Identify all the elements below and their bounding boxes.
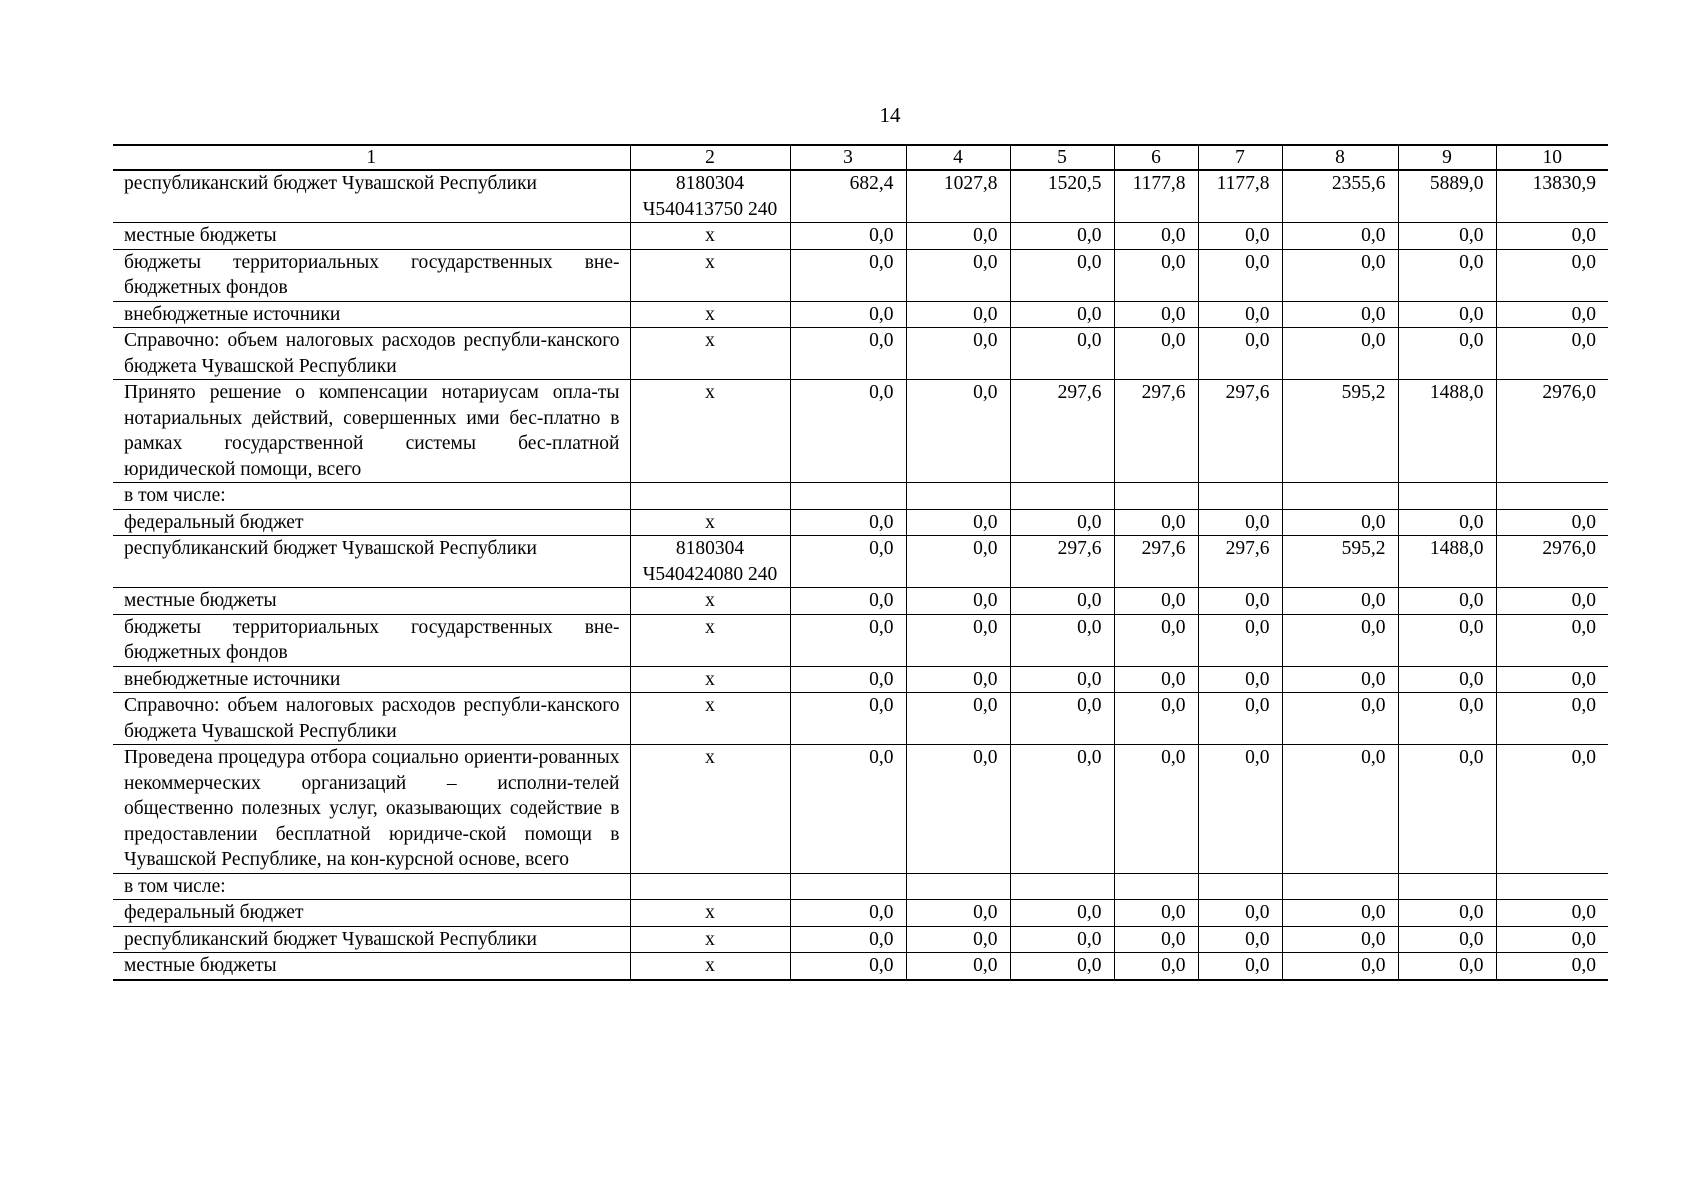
value-cell: 0,0 <box>1010 926 1114 953</box>
row-name-cell: республиканский бюджет Чувашской Республики <box>113 926 630 953</box>
table-row <box>113 926 1608 953</box>
value-cell <box>1398 873 1496 900</box>
value-cell: 0,0 <box>1114 693 1198 745</box>
row-code-cell: х <box>630 301 790 328</box>
value-cell: 0,0 <box>1114 900 1198 927</box>
value-cell: 0,0 <box>1282 328 1398 380</box>
table-row <box>113 614 1608 666</box>
value-cell: 1488,0 <box>1398 536 1496 588</box>
value-cell: 0,0 <box>1496 745 1608 874</box>
value-cell: 0,0 <box>1198 328 1282 380</box>
row-code-cell: х <box>630 666 790 693</box>
value-cell <box>1114 483 1198 510</box>
column-header: 9 <box>1398 145 1496 170</box>
value-cell: 0,0 <box>1198 953 1282 980</box>
value-cell: 0,0 <box>1398 249 1496 301</box>
value-cell: 0,0 <box>1496 693 1608 745</box>
table-row <box>113 536 1608 588</box>
column-header: 1 <box>113 145 630 170</box>
column-header: 6 <box>1114 145 1198 170</box>
value-cell: 0,0 <box>1496 900 1608 927</box>
value-cell: 0,0 <box>790 745 906 874</box>
row-code-cell: х <box>630 693 790 745</box>
value-cell: 0,0 <box>906 249 1010 301</box>
budget-table <box>113 144 1608 981</box>
value-cell: 0,0 <box>1398 953 1496 980</box>
value-cell: 0,0 <box>1198 223 1282 250</box>
value-cell: 0,0 <box>1198 926 1282 953</box>
value-cell: 0,0 <box>790 249 906 301</box>
value-cell: 0,0 <box>906 380 1010 483</box>
column-header: 4 <box>906 145 1010 170</box>
value-cell: 0,0 <box>1114 249 1198 301</box>
row-name-cell: бюджеты территориальных государственных вне-бюджетных фондов <box>113 249 630 301</box>
table-row <box>113 223 1608 250</box>
value-cell: 2976,0 <box>1496 536 1608 588</box>
value-cell: 5889,0 <box>1398 170 1496 223</box>
value-cell: 297,6 <box>1198 536 1282 588</box>
column-header: 10 <box>1496 145 1608 170</box>
value-cell: 0,0 <box>906 509 1010 536</box>
value-cell: 0,0 <box>790 301 906 328</box>
value-cell: 0,0 <box>1198 900 1282 927</box>
value-cell: 0,0 <box>790 900 906 927</box>
value-cell: 0,0 <box>790 223 906 250</box>
value-cell: 0,0 <box>1398 926 1496 953</box>
table-row <box>113 588 1608 615</box>
value-cell: 0,0 <box>1114 926 1198 953</box>
value-cell: 0,0 <box>1114 745 1198 874</box>
value-cell: 0,0 <box>1198 301 1282 328</box>
value-cell: 1177,8 <box>1198 170 1282 223</box>
row-name-cell: местные бюджеты <box>113 953 630 980</box>
value-cell: 0,0 <box>1114 328 1198 380</box>
value-cell: 0,0 <box>790 614 906 666</box>
row-code-cell: х <box>630 328 790 380</box>
value-cell <box>1114 873 1198 900</box>
table-row <box>113 380 1608 483</box>
row-name-cell: бюджеты территориальных государственных вне-бюджетных фондов <box>113 614 630 666</box>
value-cell: 0,0 <box>1398 588 1496 615</box>
value-cell: 13830,9 <box>1496 170 1608 223</box>
value-cell <box>1010 483 1114 510</box>
value-cell: 0,0 <box>1282 745 1398 874</box>
value-cell <box>1282 483 1398 510</box>
value-cell <box>906 873 1010 900</box>
value-cell: 297,6 <box>1114 380 1198 483</box>
value-cell: 0,0 <box>1496 588 1608 615</box>
value-cell <box>1496 483 1608 510</box>
value-cell: 0,0 <box>1496 249 1608 301</box>
row-code-cell <box>630 873 790 900</box>
value-cell <box>1010 873 1114 900</box>
row-code-cell: 8180304 Ч540413750 240 <box>630 170 790 223</box>
row-code-cell: х <box>630 614 790 666</box>
table-row <box>113 666 1608 693</box>
value-cell: 0,0 <box>906 588 1010 615</box>
value-cell <box>1282 873 1398 900</box>
value-cell: 0,0 <box>790 509 906 536</box>
value-cell: 1177,8 <box>1114 170 1198 223</box>
value-cell: 0,0 <box>906 223 1010 250</box>
row-code-cell: х <box>630 223 790 250</box>
value-cell: 0,0 <box>906 328 1010 380</box>
value-cell: 0,0 <box>1114 223 1198 250</box>
row-name-cell: Справочно: объем налоговых расходов республи-канского бюджета Чувашской Республики <box>113 328 630 380</box>
value-cell <box>1496 873 1608 900</box>
value-cell: 0,0 <box>1010 301 1114 328</box>
value-cell: 0,0 <box>1198 509 1282 536</box>
value-cell: 0,0 <box>1496 328 1608 380</box>
value-cell: 0,0 <box>1010 588 1114 615</box>
value-cell: 1027,8 <box>906 170 1010 223</box>
value-cell <box>1198 873 1282 900</box>
value-cell: 0,0 <box>1496 614 1608 666</box>
row-code-cell: х <box>630 588 790 615</box>
value-cell: 0,0 <box>1198 693 1282 745</box>
value-cell: 0,0 <box>790 380 906 483</box>
row-code-cell: 8180304 Ч540424080 240 <box>630 536 790 588</box>
value-cell: 0,0 <box>1398 745 1496 874</box>
value-cell: 0,0 <box>790 926 906 953</box>
value-cell: 2976,0 <box>1496 380 1608 483</box>
value-cell: 1520,5 <box>1010 170 1114 223</box>
row-name-cell: Принято решение о компенсации нотариусам опла-ты нотариальных действий, совершенных ими бес-платно в рамках государственной системы бес-платной юридической помощи, всего <box>113 380 630 483</box>
value-cell: 0,0 <box>1282 693 1398 745</box>
value-cell: 0,0 <box>906 693 1010 745</box>
row-code-cell: х <box>630 900 790 927</box>
value-cell: 682,4 <box>790 170 906 223</box>
value-cell: 595,2 <box>1282 536 1398 588</box>
table-row <box>113 328 1608 380</box>
value-cell: 0,0 <box>1010 328 1114 380</box>
row-name-cell: местные бюджеты <box>113 223 630 250</box>
value-cell: 0,0 <box>790 953 906 980</box>
value-cell: 0,0 <box>790 693 906 745</box>
row-code-cell: х <box>630 249 790 301</box>
value-cell: 0,0 <box>1282 588 1398 615</box>
value-cell: 0,0 <box>1198 666 1282 693</box>
value-cell: 0,0 <box>906 614 1010 666</box>
value-cell: 0,0 <box>1010 953 1114 980</box>
value-cell: 0,0 <box>1398 666 1496 693</box>
value-cell: 0,0 <box>1114 588 1198 615</box>
row-name-cell: внебюджетные источники <box>113 301 630 328</box>
value-cell: 0,0 <box>790 666 906 693</box>
row-code-cell: х <box>630 509 790 536</box>
column-header: 7 <box>1198 145 1282 170</box>
value-cell: 0,0 <box>1282 301 1398 328</box>
value-cell: 0,0 <box>906 926 1010 953</box>
value-cell: 0,0 <box>1282 900 1398 927</box>
value-cell: 0,0 <box>1496 953 1608 980</box>
table-header <box>113 145 1608 170</box>
table-row <box>113 873 1608 900</box>
value-cell: 0,0 <box>1010 900 1114 927</box>
value-cell: 0,0 <box>1496 666 1608 693</box>
value-cell: 0,0 <box>1010 666 1114 693</box>
value-cell: 0,0 <box>1282 926 1398 953</box>
row-name-cell: республиканский бюджет Чувашской Республики <box>113 536 630 588</box>
value-cell: 0,0 <box>1010 614 1114 666</box>
value-cell: 0,0 <box>1198 614 1282 666</box>
row-name-cell: в том числе: <box>113 483 630 510</box>
row-name-cell: федеральный бюджет <box>113 900 630 927</box>
value-cell: 0,0 <box>1114 953 1198 980</box>
value-cell: 0,0 <box>1398 900 1496 927</box>
value-cell: 0,0 <box>1282 223 1398 250</box>
value-cell: 0,0 <box>1114 509 1198 536</box>
value-cell: 0,0 <box>1010 249 1114 301</box>
value-cell: 0,0 <box>1198 745 1282 874</box>
value-cell <box>790 873 906 900</box>
value-cell: 0,0 <box>1398 614 1496 666</box>
value-cell: 0,0 <box>906 301 1010 328</box>
value-cell: 0,0 <box>1496 509 1608 536</box>
table-row <box>113 693 1608 745</box>
value-cell: 1488,0 <box>1398 380 1496 483</box>
table-row <box>113 900 1608 927</box>
value-cell: 0,0 <box>1282 614 1398 666</box>
value-cell: 0,0 <box>1282 666 1398 693</box>
value-cell: 0,0 <box>1114 666 1198 693</box>
value-cell: 297,6 <box>1198 380 1282 483</box>
column-header: 3 <box>790 145 906 170</box>
value-cell: 0,0 <box>1114 614 1198 666</box>
row-code-cell: х <box>630 745 790 874</box>
row-name-cell: Справочно: объем налоговых расходов республи-канского бюджета Чувашской Республики <box>113 693 630 745</box>
table-row <box>113 745 1608 874</box>
value-cell: 297,6 <box>1010 536 1114 588</box>
value-cell <box>906 483 1010 510</box>
value-cell <box>1198 483 1282 510</box>
value-cell: 0,0 <box>1398 328 1496 380</box>
row-code-cell <box>630 483 790 510</box>
value-cell: 0,0 <box>1010 223 1114 250</box>
value-cell: 0,0 <box>1198 249 1282 301</box>
column-header: 8 <box>1282 145 1398 170</box>
row-name-cell: в том числе: <box>113 873 630 900</box>
value-cell: 0,0 <box>906 953 1010 980</box>
value-cell: 0,0 <box>1398 223 1496 250</box>
row-code-cell: х <box>630 380 790 483</box>
value-cell: 0,0 <box>790 588 906 615</box>
column-header: 5 <box>1010 145 1114 170</box>
header-row <box>113 145 1608 170</box>
row-name-cell: республиканский бюджет Чувашской Республики <box>113 170 630 223</box>
value-cell: 0,0 <box>1496 301 1608 328</box>
value-cell: 0,0 <box>1282 509 1398 536</box>
value-cell: 297,6 <box>1114 536 1198 588</box>
value-cell: 0,0 <box>1282 953 1398 980</box>
value-cell: 0,0 <box>1198 588 1282 615</box>
value-cell: 0,0 <box>1010 693 1114 745</box>
value-cell: 2355,6 <box>1282 170 1398 223</box>
value-cell: 0,0 <box>906 745 1010 874</box>
row-name-cell: федеральный бюджет <box>113 509 630 536</box>
page-number: 14 <box>879 103 901 127</box>
row-name-cell: местные бюджеты <box>113 588 630 615</box>
row-code-cell: х <box>630 953 790 980</box>
row-code-cell: х <box>630 926 790 953</box>
value-cell <box>1398 483 1496 510</box>
table-body <box>113 170 1608 980</box>
value-cell: 0,0 <box>906 536 1010 588</box>
value-cell: 0,0 <box>1010 745 1114 874</box>
row-name-cell: внебюджетные источники <box>113 666 630 693</box>
value-cell: 0,0 <box>906 666 1010 693</box>
value-cell: 0,0 <box>1282 249 1398 301</box>
value-cell: 0,0 <box>1398 693 1496 745</box>
value-cell: 0,0 <box>1010 509 1114 536</box>
table-row <box>113 170 1608 223</box>
value-cell: 0,0 <box>906 900 1010 927</box>
value-cell: 0,0 <box>790 328 906 380</box>
table-row <box>113 953 1608 980</box>
table-row <box>113 249 1608 301</box>
value-cell: 0,0 <box>1496 926 1608 953</box>
column-header: 2 <box>630 145 790 170</box>
value-cell <box>790 483 906 510</box>
table-row <box>113 301 1608 328</box>
value-cell: 0,0 <box>790 536 906 588</box>
value-cell: 297,6 <box>1010 380 1114 483</box>
value-cell: 0,0 <box>1496 223 1608 250</box>
value-cell: 0,0 <box>1398 509 1496 536</box>
value-cell: 0,0 <box>1114 301 1198 328</box>
value-cell: 595,2 <box>1282 380 1398 483</box>
value-cell: 0,0 <box>1398 301 1496 328</box>
table-row <box>113 483 1608 510</box>
table-row <box>113 509 1608 536</box>
row-name-cell: Проведена процедура отбора социально ориенти-рованных некоммерческих организаций – исполни-телей общественно полезных услуг, оказывающих содействие в предоставлении бесплатной юридиче-ской помощи в Чувашской Республике, на кон-курсной основе, всего <box>113 745 630 874</box>
